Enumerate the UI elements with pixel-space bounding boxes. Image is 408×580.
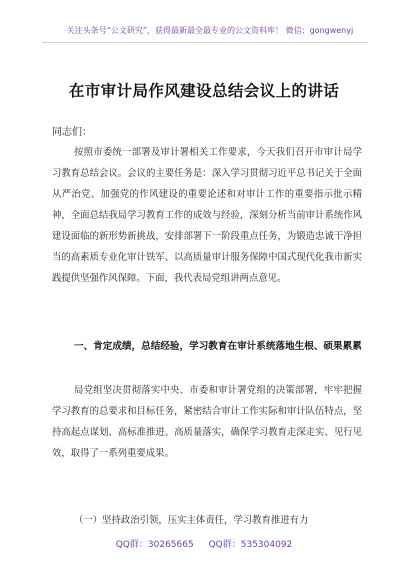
footer — [0, 537, 408, 550]
salutation: 同志们： — [52, 127, 92, 138]
paragraph-intro: 按照市委统一部署及审计署相关工作要求，今天我们召开市审计局学习教育总结会议。会议的主要任务是：深入学习贯彻习近平总书记关于全面从严治党、加强党的作风建设的重要论述和对审计工作的重要指示批示精神，全面总结我局学习教育工作的成效与经验，深刻分析当前审计系统作风建设面临的新形势新挑战，安排部署下一阶段重点任务，为锻造忠诚干净担当的高素质专业化审计铁军、以高质量审计服务保障中国式现代化我市新实践提供坚强作风保障。下面，我代表局党组讲两点意见。 — [52, 147, 362, 284]
footer-qq-group-1: QQ群：30265665 — [115, 540, 194, 550]
footer-qq-group-2: QQ群：535304092 — [208, 540, 293, 550]
header-banner: 关注头条号“公文研究”，获得最新最全最专业的公文资料库！ 微信：gongwenyj — [66, 26, 354, 35]
header-divider — [42, 42, 368, 43]
paragraph-section-1: 局党组坚决贯彻落实中央、市委和审计署党组的决策部署，牢牢把握学习教育的总要求和目标任务，紧密结合审计工作实际和审计队伍特点，坚持高起点谋划、高标准推进、高质量落实，确保学习教育走深走实、见行见效，取得了一系列重要成果。 — [52, 385, 362, 459]
document-title: 在市审计局作风建设总结会议上的讲话 — [68, 82, 340, 100]
sub-heading-1: （一）坚持政治引领，压实主体责任，学习教育推进有力 — [74, 515, 309, 526]
section-heading-1: 一、肯定成绩，总结经验，学习教育在审计系统落地生根、硕果累累 — [74, 341, 362, 352]
